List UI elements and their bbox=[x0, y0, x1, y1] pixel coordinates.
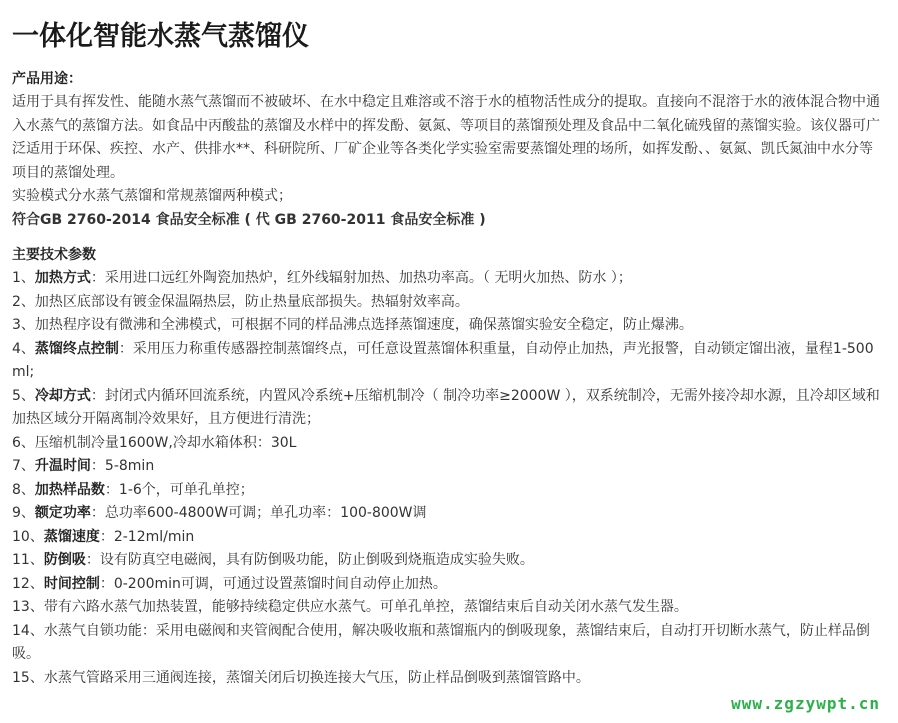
spec-item-separator: ： bbox=[99, 528, 114, 545]
spec-item-text: 采用进口远红外陶瓷加热炉，红外线辐射加热、加热功率高。（ 无明火加热、防水 ）； bbox=[104, 270, 632, 286]
spec-item-label: 冷却方式 bbox=[34, 387, 91, 404]
spec-item bbox=[12, 526, 884, 550]
spec-item-label: 蒸馏速度 bbox=[43, 528, 100, 545]
spec-item-text: 总功率600-4800W可调；单孔功率：100-800W调 bbox=[104, 505, 427, 521]
spec-item-text: 带有六路水蒸气加热装置，能够持续稳定供应水蒸气。可单孔单控，蒸馏结束后自动关闭水蒸气发生器。 bbox=[43, 599, 688, 615]
spec-item-number: 1、 bbox=[12, 270, 35, 286]
spec-item bbox=[12, 338, 884, 385]
spec-item-separator: ： bbox=[90, 387, 105, 404]
spec-item-text: 压缩机制冷量1600W,冷却水箱体积：30L bbox=[34, 434, 297, 451]
spec-item-text: 水蒸气自锁功能：采用电磁阀和夹管阀配合使用，解决吸收瓶和蒸馏瓶内的倒吸现象，蒸馏结束后，自动打开切断水蒸气，防止样品倒吸。 bbox=[12, 622, 870, 662]
spec-item-number: 11、 bbox=[12, 552, 44, 568]
spec-item bbox=[12, 432, 884, 456]
usage-modes: 实验模式分水蒸气蒸馏和常规蒸馏两种模式； bbox=[12, 188, 292, 204]
spec-item-separator: ： bbox=[104, 481, 119, 498]
spec-item bbox=[12, 291, 884, 315]
spec-item-separator: ： bbox=[85, 552, 100, 568]
spec-item-text: 2-12ml/min bbox=[113, 528, 195, 545]
spec-item-number: 4、 bbox=[12, 340, 35, 357]
spec-item-number: 2、 bbox=[12, 293, 35, 310]
spec-item-text: 采用压力称重传感器控制蒸馏终点，可任意设置蒸馏体积重量，自动停止加热，声光报警，自动锁定馏出液，量程1-500ml; bbox=[12, 340, 874, 380]
spec-item bbox=[12, 455, 884, 479]
spec-item bbox=[12, 596, 884, 620]
spec-item bbox=[12, 479, 884, 503]
spec-item-label: 升温时间 bbox=[34, 458, 91, 474]
spec-item-number: 13、 bbox=[12, 599, 44, 615]
spec-item-number: 6、 bbox=[12, 434, 35, 451]
usage-standard: 符合GB 2760-2014 食品安全标准 ( 代 GB 2760-2011 食品安全标准 ) bbox=[12, 211, 486, 228]
spec-item-separator: ： bbox=[90, 458, 105, 474]
spec-item-text: 封闭式内循环回流系统，内置风冷系统+压缩机制冷（ 制冷功率≥2000W ），双系统制冷，无需外接冷却水源，且冷却区域和加热区域分开隔离制冷效果好，且方便进行清洗； bbox=[12, 387, 880, 427]
spec-item bbox=[12, 267, 884, 291]
spec-item-separator: ： bbox=[118, 340, 133, 357]
spec-item-label: 防倒吸 bbox=[43, 552, 86, 568]
spec-item-number: 7、 bbox=[12, 458, 35, 474]
spec-item-number: 8、 bbox=[12, 481, 35, 498]
spec-item-label: 额定功率 bbox=[34, 505, 91, 521]
specs-list bbox=[12, 267, 884, 690]
spec-item-number: 9、 bbox=[12, 505, 35, 521]
spec-item-text: 1-6个，可单孔单控； bbox=[118, 481, 254, 498]
spec-item-number: 12、 bbox=[12, 575, 44, 592]
spec-item-label: 加热方式 bbox=[34, 270, 91, 286]
spec-item-separator: ： bbox=[99, 575, 114, 592]
spec-item-separator: ： bbox=[90, 270, 105, 286]
usage-paragraph: 适用于具有挥发性、能随水蒸气蒸馏而不被破坏、在水中稳定且难溶或不溶于水的植物活性成分的提取。直接向不混溶于水的液体混合物中通入水蒸气的蒸馏方法。如食品中丙酸盐的蒸馏及水样中的挥发酚、氨氮、等项目的蒸馏预处理及食品中二氧化硫残留的蒸馏实验。该仪器可广泛适用于环保、疾控、水产、供排水**、科研院所、厂矿企业等各类化学实验室需要蒸馏处理的场所，如挥发酚、、氨氮、凯氏氮油中水分等项目的蒸馏处理。 bbox=[12, 94, 880, 181]
spec-item-text: 设有防真空电磁阀，具有防倒吸功能，防止倒吸到烧瓶造成实验失败。 bbox=[99, 552, 534, 568]
site-watermark: www.zgzywpt.cn bbox=[731, 694, 880, 713]
spec-item-number: 15、 bbox=[12, 669, 44, 686]
spec-item-text: 5-8min bbox=[104, 458, 155, 474]
spec-item-separator: ： bbox=[90, 505, 105, 521]
spec-item-text: 加热程序设有微沸和全沸模式，可根据不同的样品沸点选择蒸馏速度，确保蒸馏实验安全稳定，防止爆沸。 bbox=[34, 317, 693, 333]
spec-item bbox=[12, 667, 884, 691]
spec-item bbox=[12, 549, 884, 573]
spec-item-label: 加热样品数 bbox=[34, 481, 105, 498]
spec-item-number: 10、 bbox=[12, 528, 44, 545]
spec-item bbox=[12, 502, 884, 526]
page-title: 一体化智能水蒸气蒸馏仪 bbox=[12, 21, 309, 52]
spec-item bbox=[12, 573, 884, 597]
article bbox=[12, 0, 884, 690]
spec-item bbox=[12, 620, 884, 667]
spec-item bbox=[12, 314, 884, 338]
spec-item-text: 加热区底部设有镀金保温隔热层，防止热量底部损失。热辐射效率高。 bbox=[34, 293, 469, 310]
spec-item-text: 水蒸气管路采用三通阀连接，蒸馏关闭后切换连接大气压，防止样品倒吸到蒸馏管路中。 bbox=[43, 669, 590, 686]
spec-item bbox=[12, 385, 884, 432]
spec-item-label: 蒸馏终点控制 bbox=[34, 340, 119, 357]
usage-heading: 产品用途： bbox=[12, 71, 82, 87]
spec-item-number: 3、 bbox=[12, 317, 35, 333]
spec-item-label: 时间控制 bbox=[43, 575, 100, 592]
spec-item-number: 5、 bbox=[12, 387, 35, 404]
spec-item-text: 0-200min可调，可通过设置蒸馏时间自动停止加热。 bbox=[113, 575, 447, 592]
spec-item-number: 14、 bbox=[12, 622, 44, 639]
specs-heading: 主要技术参数 bbox=[12, 247, 96, 263]
